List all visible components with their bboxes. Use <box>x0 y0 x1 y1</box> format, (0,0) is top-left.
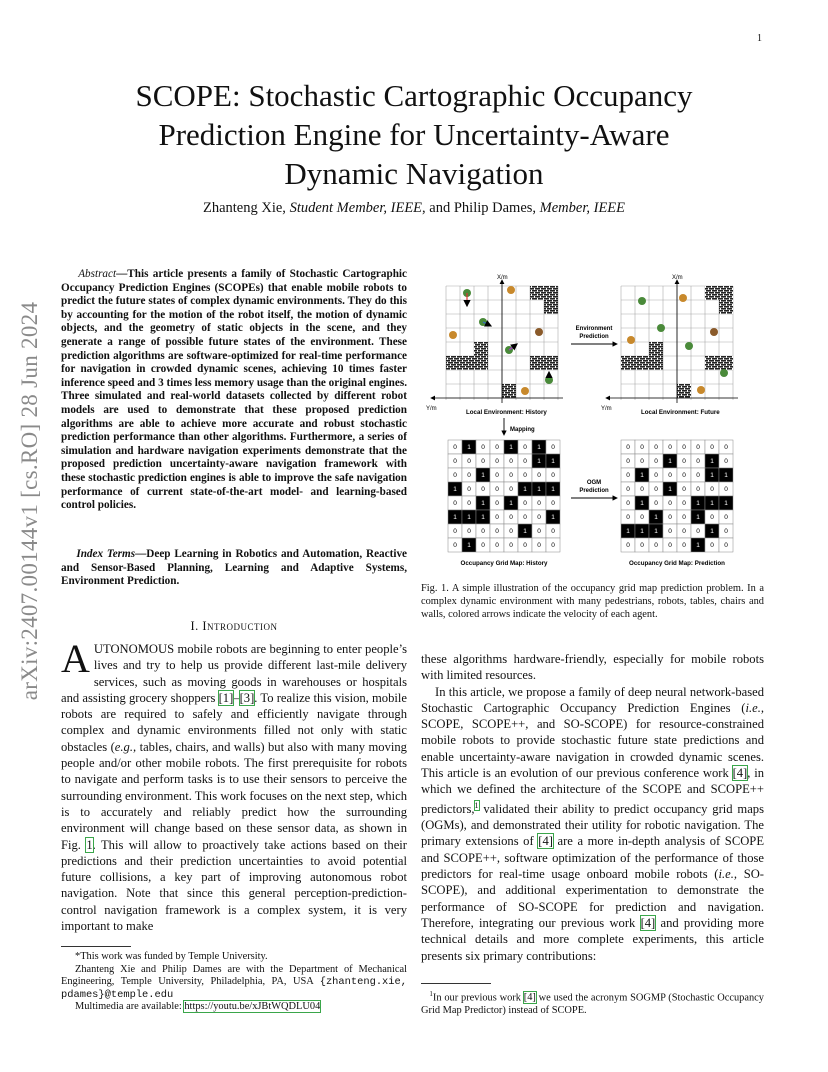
ogm-history-cell-value: 0 <box>537 472 541 480</box>
citation-link[interactable]: [4] <box>732 766 748 781</box>
ogm-prediction-cell-value: 0 <box>696 444 700 452</box>
citation-link[interactable]: [4] <box>640 915 656 930</box>
ogm-prediction-cell-value: 0 <box>654 458 658 466</box>
ogm-prediction-label-1: OGM <box>586 480 602 486</box>
footnote-multimedia <box>61 1001 407 1014</box>
ogm-prediction-cell-value: 0 <box>654 444 658 452</box>
section-heading-text: I. Introduction <box>190 619 278 633</box>
ogm-prediction-cell-value: 1 <box>668 458 672 466</box>
ogm-history-cell-value: 1 <box>537 458 541 466</box>
intro-text-4: tables, chairs, and walls) but also with many moving people and/or other mobile robots. The first prerequisite for robots to navigate and perform tasks is to use their sensors to perceive the surrounding environment. This work focuses on the next step, which is to accurately and reliably predict how the surrounding environment will change based on these sensor data, as shown in Fig. <box>61 739 407 852</box>
ogm-prediction-cell-value: 0 <box>682 528 686 536</box>
ogm-prediction-cell-value: 0 <box>682 486 686 494</box>
citation-link[interactable]: [4] <box>523 992 536 1004</box>
ogm-history-cell-value: 1 <box>453 486 457 494</box>
ogm-history-cell-value: 1 <box>537 444 541 452</box>
paragraph-continued: these algorithms hardware-friendly, especially for mobile robots with limited resources. <box>421 652 764 683</box>
ogm-prediction-cell-value: 0 <box>724 542 728 550</box>
ogm-history-cell-value: 0 <box>481 486 485 494</box>
footnote-affiliation <box>61 964 407 1002</box>
future-env-label: Local Environment: Future <box>641 409 720 416</box>
ogm-prediction-cell-value: 1 <box>710 500 714 508</box>
ogm-prediction-cell-value: 1 <box>626 528 630 536</box>
ogm-prediction-cell-value: 0 <box>696 472 700 480</box>
ogm-history-cell-value: 0 <box>467 472 471 480</box>
ogm-prediction-cell-value: 0 <box>654 472 658 480</box>
ogm-history-cell-value: 0 <box>495 444 499 452</box>
arxiv-stamp: arXiv:2407.00144v1 [cs.RO] 28 Jun 2024 <box>17 301 42 701</box>
ogm-prediction-cell-value: 1 <box>640 472 644 480</box>
right-column-text <box>421 651 764 964</box>
intro-paragraph <box>61 636 407 934</box>
ogm-history-cell-value: 0 <box>495 486 499 494</box>
ogm-history-cell-value: 1 <box>481 514 485 522</box>
ogm-history-cell-value: 0 <box>551 500 555 508</box>
ogm-history-cell-value: 0 <box>481 444 485 452</box>
ogm-history-cell-value: 0 <box>453 528 457 536</box>
ogm-prediction-cell-value: 0 <box>724 444 728 452</box>
ogm-history-cell-value: 0 <box>495 528 499 536</box>
ogm-history-cell-value: 0 <box>481 542 485 550</box>
ogm-history-cell-value: 0 <box>509 542 513 550</box>
ogm-prediction-cell-value: 0 <box>682 542 686 550</box>
ogm-prediction-cell-value: 1 <box>668 486 672 494</box>
ogm-prediction-cell-value: 1 <box>654 514 658 522</box>
title-line-2: Prediction Engine for Uncertainty-Aware <box>158 117 670 152</box>
ogm-prediction-cell-value: 0 <box>682 472 686 480</box>
affiliation-text: Zhanteng Xie and Philip Dames are with the Department of Mechanical Engineering, Temple University, Philadelphia, PA, USA <box>61 963 407 988</box>
ogm-prediction-cell-value: 0 <box>668 542 672 550</box>
abstract-text: —This article presents a family of Stochastic Cartographic Occupancy Prediction Engines (SCOPEs) that enable mobile robots to predict the future states of complex dynamic environments. They do this by accounting for the motion of the robot itself, the motion of dynamic objects, and the geometry of static objects in the scene, and they generate a range of possible future states of the environment. These prediction algorithms are software-optimized for real-time performance for navigation in crowded dynamic scenes, achieving 10 times faster inference speed and 3 times less memory usage than the original engines. Three simulated and real-world datasets collected by different robot models are used to demonstrate that these proposed prediction algorithms are able to achieve more accurate and robust stochastic prediction performance than other algorithms. Furthermore, a series of simulation and hardware navigation experiments demonstrate that the proposed prediction uncertainty-aware navigation framework with these stochastic prediction engines is able to improve the safe navigation performance of current state-of-the-art model- and learning-based control policies. <box>61 268 407 512</box>
ogm-history-cell-value: 1 <box>467 542 471 550</box>
footnote-rule-right <box>421 983 491 984</box>
y-axis-label-left: Y/m <box>426 406 437 412</box>
ogm-history-cell-value: 0 <box>467 528 471 536</box>
para-text-d: validated their ability to predict occupancy grid maps (OGMs), and demonstrated their utility for robotic navigation. The primary extensions of <box>421 801 764 849</box>
index-terms-text: —Deep Learning in Robotics and Automation, Reactive and Sensor-Based Planning, Learning and Adaptive Systems, Environment Prediction. <box>61 548 408 588</box>
ogm-history-cell-value: 0 <box>551 528 555 536</box>
paragraph-contributions <box>421 684 764 964</box>
ogm-prediction-cell-value: 0 <box>724 458 728 466</box>
ogm-history-cell-value: 0 <box>453 472 457 480</box>
author-2-role: Member, IEEE <box>539 200 626 216</box>
env-prediction-label-1: Environment <box>575 326 613 332</box>
footnote-mark: 1 <box>429 990 433 998</box>
multimedia-text: Multimedia are available: <box>75 1001 185 1013</box>
author-conjunction: , and Philip Dames, <box>422 200 537 216</box>
ogm-history-cell-value: 0 <box>509 472 513 480</box>
ogm-history-cell-value: 0 <box>551 472 555 480</box>
ogm-history-cell-value: 0 <box>551 444 555 452</box>
history-env-label: Local Environment: History <box>466 409 547 416</box>
ogm-prediction-cell-value: 0 <box>654 486 658 494</box>
ogm-prediction-cell-value: 1 <box>724 500 728 508</box>
ogm-history-cell-value: 0 <box>495 458 499 466</box>
para-text-f: SO-SCOPE), and additional experimentation to demonstrate the performance of SO-SCOPE for prediction and navigation. Therefore, integrating our previous work <box>421 867 764 930</box>
title-line-3: Dynamic Navigation <box>284 156 544 191</box>
ogm-prediction-cell-value: 0 <box>626 472 630 480</box>
ogm-prediction-label: Occupancy Grid Map: Prediction <box>629 560 725 567</box>
ogm-prediction-cell-value: 1 <box>640 500 644 508</box>
para-text-b: SCOPE, SCOPE++, and SO-SCOPE) for resource-constrained mobile robots to provide stochastic future state predictions and enable uncertainty-aware navigation in crowded dynamic scenes. This article is an evolution of our previous conference work <box>421 717 764 781</box>
ogm-prediction-cell-value: 0 <box>668 528 672 536</box>
ogm-prediction-cell-value: 1 <box>696 500 700 508</box>
ogm-history-cell-value: 1 <box>551 514 555 522</box>
citation-link[interactable]: [3] <box>239 690 255 705</box>
figure-caption: Fig. 1. A simple illustration of the occupancy grid map prediction problem. In a complex dynamic environment with many pedestrians, robots, tables, chairs and walls, colored arrows indicate the velocity of each agent. <box>421 583 764 620</box>
para-text-a: In this article, we propose a family of deep neural network-based Stochastic Cartographic Occupancy Prediction Engines ( <box>421 684 764 715</box>
footnote-link[interactable]: 1 <box>474 800 479 810</box>
ogm-history-cell-value: 0 <box>523 514 527 522</box>
ogm-prediction-cell-value: 0 <box>682 514 686 522</box>
ogm-history-cell-value: 0 <box>523 500 527 508</box>
figure-1 <box>421 268 766 574</box>
abstract-label: Abstract <box>78 268 117 280</box>
ogm-prediction-cell-value: 0 <box>682 458 686 466</box>
x-axis-label-left: X/m <box>497 275 508 281</box>
ogm-prediction-cell-value: 0 <box>626 458 630 466</box>
ogm-history-cell-value: 1 <box>509 444 513 452</box>
ogm-history-cell-value: 0 <box>537 500 541 508</box>
drop-cap: A <box>61 636 90 681</box>
ogm-prediction-cell-value: 1 <box>710 528 714 536</box>
ogm-history-cell-value: 0 <box>495 514 499 522</box>
email-addresses: {zhanteng.xie, pdames}@temple.edu <box>61 976 407 1001</box>
footnote-right <box>421 988 764 1018</box>
ogm-prediction-cell-value: 0 <box>626 514 630 522</box>
footnote-funding: *This work was funded by Temple University. <box>75 951 268 962</box>
ogm-prediction-cell-value: 1 <box>710 458 714 466</box>
ogm-prediction-cell-value: 0 <box>626 542 630 550</box>
ogm-history-cell-value: 0 <box>481 528 485 536</box>
ogm-prediction-cell-value: 0 <box>640 542 644 550</box>
ogm-history-cell-value: 1 <box>537 486 541 494</box>
ogm-prediction-cell-value: 1 <box>696 542 700 550</box>
ogm-history-cell-value: 0 <box>523 458 527 466</box>
intro-text-5: . This will allow to proactively take actions based on their predictions and their prediction uncertainties to avoid potential future collisions, a key part of improving autonomous robot navigation. Note that since this general perception-prediction-control navigation framework is a complex system, it is very important to make <box>61 837 407 934</box>
page-number: 1 <box>757 33 762 44</box>
x-axis-label-right: X/m <box>672 275 683 281</box>
ogm-history-cell-value: 0 <box>537 542 541 550</box>
ogm-history-cell-value: 0 <box>453 444 457 452</box>
video-link[interactable]: https://youtu.be/xJBtWQDLU04 <box>184 1001 321 1013</box>
ogm-history-cell-value: 1 <box>467 514 471 522</box>
ogm-prediction-cell-value: 0 <box>626 486 630 494</box>
ogm-history-cell-value: 0 <box>467 500 471 508</box>
ogm-history-cell-value: 1 <box>481 500 485 508</box>
ogm-history-grid <box>448 440 560 552</box>
ogm-prediction-cell-value: 0 <box>710 542 714 550</box>
ogm-prediction-cell-value: 0 <box>626 444 630 452</box>
ogm-prediction-grid <box>621 440 733 552</box>
ogm-prediction-cell-value: 0 <box>724 528 728 536</box>
ogm-prediction-cell-value: 0 <box>668 444 672 452</box>
index-terms <box>61 548 407 589</box>
footnote-text-2: we used the acronym SOGMP (Stochastic Occupancy Grid Map Predictor) instead of SCOPE. <box>421 992 764 1017</box>
ogm-history-cell-value: 0 <box>495 500 499 508</box>
ogm-history-cell-value: 1 <box>453 514 457 522</box>
ogm-prediction-cell-value: 0 <box>710 486 714 494</box>
ogm-prediction-cell-value: 0 <box>682 500 686 508</box>
ogm-prediction-cell-value: 1 <box>724 472 728 480</box>
mapping-label: Mapping <box>510 427 535 433</box>
author-1: Zhanteng Xie, <box>202 200 286 216</box>
intro-text-1: UTONOMOUS mobile robots are beginning to enter people’s lives and try to help us provide different last-mile delivery services, such as moving goods in warehouses or hospitals and assisting grocery shoppers <box>61 642 407 705</box>
author-list <box>70 200 758 217</box>
env-prediction-label-2: Prediction <box>579 334 609 340</box>
ogm-history-cell-value: 1 <box>523 528 527 536</box>
ogm-prediction-cell-value: 1 <box>640 528 644 536</box>
ogm-history-cell-value: 1 <box>523 486 527 494</box>
ogm-history-cell-value: 0 <box>467 458 471 466</box>
ogm-history-cell-value: 0 <box>481 458 485 466</box>
para-ie-2: i.e., <box>718 867 738 882</box>
section-heading-introduction <box>61 619 407 634</box>
title-line-1: SCOPE: Stochastic Cartographic Occupancy <box>135 78 693 113</box>
abstract <box>61 268 407 513</box>
ogm-prediction-cell-value: 0 <box>654 542 658 550</box>
ogm-prediction-cell-value: 0 <box>640 444 644 452</box>
ogm-history-cell-value: 0 <box>509 458 513 466</box>
ogm-prediction-cell-value: 0 <box>640 514 644 522</box>
ogm-prediction-cell-value: 0 <box>640 486 644 494</box>
author-1-role: Student Member, IEEE <box>289 200 423 216</box>
ogm-prediction-cell-value: 0 <box>710 514 714 522</box>
ogm-prediction-cell-value: 0 <box>654 500 658 508</box>
ogm-history-cell-value: 0 <box>537 514 541 522</box>
ogm-history-cell-value: 0 <box>453 542 457 550</box>
ogm-history-cell-value: 0 <box>509 514 513 522</box>
ogm-history-cell-value: 0 <box>495 472 499 480</box>
citation-link[interactable]: [1] <box>218 690 234 705</box>
para-ie: i.e., <box>745 700 764 715</box>
ogm-history-cell-value: 0 <box>523 542 527 550</box>
ogm-prediction-cell-value: 0 <box>640 458 644 466</box>
ogm-prediction-cell-value: 0 <box>668 500 672 508</box>
ogm-prediction-cell-value: 1 <box>654 528 658 536</box>
paper-title <box>70 76 758 193</box>
ogm-history-cell-value: 0 <box>551 542 555 550</box>
footnotes-left <box>61 951 407 1014</box>
ogm-prediction-cell-value: 0 <box>668 472 672 480</box>
ogm-prediction-cell-value: 0 <box>724 514 728 522</box>
ogm-prediction-cell-value: 0 <box>668 514 672 522</box>
footnote-rule-left <box>61 946 131 947</box>
figure-link[interactable]: 1 <box>86 837 93 852</box>
ogm-history-cell-value: 0 <box>537 528 541 536</box>
ogm-history-cell-value: 0 <box>509 528 513 536</box>
ogm-prediction-cell-value: 0 <box>724 486 728 494</box>
citation-link[interactable]: [4] <box>538 834 553 849</box>
ogm-prediction-cell-value: 0 <box>710 444 714 452</box>
ogm-history-cell-value: 0 <box>523 472 527 480</box>
ogm-history-cell-value: 0 <box>467 486 471 494</box>
ogm-prediction-cell-value: 1 <box>696 514 700 522</box>
footnote-text-1: In our previous work <box>432 992 524 1004</box>
ogm-prediction-cell-value: 0 <box>696 486 700 494</box>
ogm-prediction-cell-value: 1 <box>710 472 714 480</box>
intro-text-2: – <box>233 690 240 705</box>
ogm-history-label: Occupancy Grid Map: History <box>460 560 548 567</box>
intro-text-3: . To realize this vision, mobile robots are required to safely and efficiently navigate through complex and dynamic environments filled not only with static obstacles ( <box>61 690 407 754</box>
ogm-history-cell-value: 0 <box>509 486 513 494</box>
ogm-history-cell-value: 1 <box>551 458 555 466</box>
ogm-history-cell-value: 1 <box>551 486 555 494</box>
ogm-history-cell-value: 1 <box>509 500 513 508</box>
ogm-history-cell-value: 0 <box>453 500 457 508</box>
ogm-prediction-cell-value: 0 <box>626 500 630 508</box>
ogm-prediction-cell-value: 0 <box>696 458 700 466</box>
ogm-prediction-cell-value: 0 <box>696 528 700 536</box>
ogm-prediction-cell-value: 0 <box>682 444 686 452</box>
para-text-c: , in which we defined the architecture of the SCOPE and SCOPE++ predictors, <box>421 766 765 816</box>
para-text-g: and providing more technical details and more complete experiments, this article presents six primary contributions: <box>421 915 764 963</box>
index-terms-label: Index Terms <box>76 548 136 560</box>
ogm-history-cell-value: 0 <box>523 444 527 452</box>
ogm-history-cell-value: 0 <box>453 458 457 466</box>
ogm-history-cell-value: 1 <box>481 472 485 480</box>
ogm-history-cell-value: 0 <box>495 542 499 550</box>
ogm-history-cell-value: 1 <box>467 444 471 452</box>
ogm-prediction-label-2: Prediction <box>579 488 609 494</box>
y-axis-label-right: Y/m <box>601 406 612 412</box>
para-text-e: are a more in-depth analysis of SCOPE and SCOPE++, software optimization of the performance of those predictors for real-time usage onboard mobile robots ( <box>421 834 765 882</box>
intro-eg: e.g., <box>114 739 137 754</box>
